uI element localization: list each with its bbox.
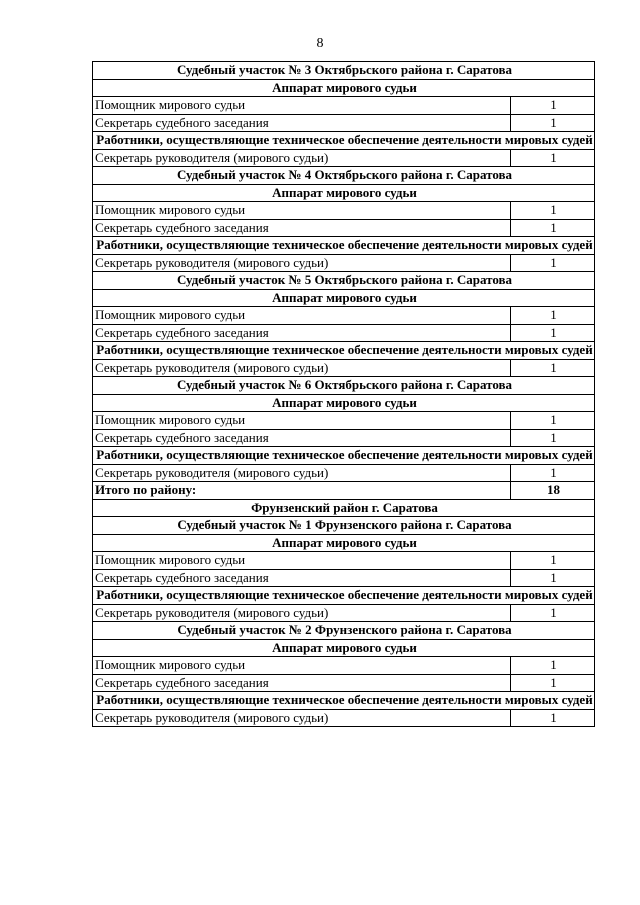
section-header-text: Аппарат мирового судьи xyxy=(93,289,595,307)
position-row xyxy=(93,569,595,587)
position-name: Секретарь руководителя (мирового судьи) xyxy=(93,254,511,272)
section-header-row xyxy=(93,79,595,97)
position-name: Секретарь руководителя (мирового судьи) xyxy=(93,709,511,727)
position-count: 1 xyxy=(511,307,595,325)
position-name: Помощник мирового судьи xyxy=(93,202,511,220)
section-header-text: Судебный участок № 3 Октябрьского района г. Саратова xyxy=(93,62,595,80)
position-row xyxy=(93,307,595,325)
position-count: 1 xyxy=(511,149,595,167)
position-row xyxy=(93,674,595,692)
section-header-row xyxy=(93,639,595,657)
position-name: Секретарь руководителя (мирового судьи) xyxy=(93,149,511,167)
section-header-row xyxy=(93,342,595,360)
section-header-text: Работники, осуществляющие техническое обеспечение деятельности мировых судей xyxy=(93,342,595,360)
position-row xyxy=(93,254,595,272)
section-header-text: Судебный участок № 6 Октябрьского района г. Саратова xyxy=(93,377,595,395)
section-header-text: Аппарат мирового судьи xyxy=(93,79,595,97)
position-name: Секретарь руководителя (мирового судьи) xyxy=(93,604,511,622)
section-header-text: Судебный участок № 2 Фрунзенского района г. Саратова xyxy=(93,622,595,640)
section-header-row xyxy=(93,167,595,185)
position-row xyxy=(93,412,595,430)
section-header-text: Аппарат мирового судьи xyxy=(93,534,595,552)
position-count: 1 xyxy=(511,552,595,570)
section-header-row xyxy=(93,289,595,307)
position-count: 1 xyxy=(511,709,595,727)
position-count: 1 xyxy=(511,219,595,237)
section-header-row xyxy=(93,622,595,640)
position-name: Помощник мирового судьи xyxy=(93,307,511,325)
section-header-text: Аппарат мирового судьи xyxy=(93,394,595,412)
section-header-row xyxy=(93,447,595,465)
position-row xyxy=(93,657,595,675)
position-row xyxy=(93,202,595,220)
section-header-row xyxy=(93,394,595,412)
staffing-table-body xyxy=(93,62,595,727)
position-count: 1 xyxy=(511,202,595,220)
position-row xyxy=(93,429,595,447)
position-count: 1 xyxy=(511,674,595,692)
position-row xyxy=(93,464,595,482)
section-header-text: Аппарат мирового судьи xyxy=(93,184,595,202)
position-row xyxy=(93,97,595,115)
position-count: 1 xyxy=(511,412,595,430)
section-header-text: Работники, осуществляющие техническое обеспечение деятельности мировых судей xyxy=(93,237,595,255)
section-header-text: Фрунзенский район г. Саратова xyxy=(93,499,595,517)
position-name: Секретарь судебного заседания xyxy=(93,324,511,342)
position-count: 1 xyxy=(511,429,595,447)
position-row xyxy=(93,709,595,727)
section-header-text: Работники, осуществляющие техническое обеспечение деятельности мировых судей xyxy=(93,587,595,605)
position-name: Помощник мирового судьи xyxy=(93,412,511,430)
section-header-row xyxy=(93,237,595,255)
section-header-row xyxy=(93,692,595,710)
position-count: 1 xyxy=(511,657,595,675)
section-header-text: Судебный участок № 1 Фрунзенского района г. Саратова xyxy=(93,517,595,535)
position-count: 1 xyxy=(511,254,595,272)
section-header-row xyxy=(93,534,595,552)
position-name: Помощник мирового судьи xyxy=(93,657,511,675)
staffing-table xyxy=(92,61,595,727)
section-header-row xyxy=(93,377,595,395)
position-row xyxy=(93,219,595,237)
page-number: 8 xyxy=(316,36,324,51)
total-label: Итого по району: xyxy=(93,482,511,500)
position-row xyxy=(93,149,595,167)
section-header-row xyxy=(93,272,595,290)
total-count: 18 xyxy=(511,482,595,500)
position-count: 1 xyxy=(511,604,595,622)
position-name: Помощник мирового судьи xyxy=(93,552,511,570)
section-header-row xyxy=(93,587,595,605)
section-header-row xyxy=(93,132,595,150)
position-count: 1 xyxy=(511,464,595,482)
position-row xyxy=(93,324,595,342)
section-header-text: Судебный участок № 4 Октябрьского района г. Саратова xyxy=(93,167,595,185)
total-row xyxy=(93,482,595,500)
position-row xyxy=(93,604,595,622)
section-header-text: Работники, осуществляющие техническое обеспечение деятельности мировых судей xyxy=(93,132,595,150)
position-count: 1 xyxy=(511,114,595,132)
position-name: Секретарь судебного заседания xyxy=(93,569,511,587)
position-row xyxy=(93,114,595,132)
position-name: Секретарь руководителя (мирового судьи) xyxy=(93,464,511,482)
position-name: Секретарь судебного заседания xyxy=(93,114,511,132)
position-name: Секретарь судебного заседания xyxy=(93,674,511,692)
section-header-text: Работники, осуществляющие техническое обеспечение деятельности мировых судей xyxy=(93,692,595,710)
section-header-row xyxy=(93,517,595,535)
section-header-text: Работники, осуществляющие техническое обеспечение деятельности мировых судей xyxy=(93,447,595,465)
position-count: 1 xyxy=(511,569,595,587)
position-name: Секретарь судебного заседания xyxy=(93,429,511,447)
section-header-text: Аппарат мирового судьи xyxy=(93,639,595,657)
section-header-text: Судебный участок № 5 Октябрьского района г. Саратова xyxy=(93,272,595,290)
position-count: 1 xyxy=(511,97,595,115)
section-header-row xyxy=(93,499,595,517)
position-name: Помощник мирового судьи xyxy=(93,97,511,115)
position-row xyxy=(93,359,595,377)
position-count: 1 xyxy=(511,359,595,377)
position-name: Секретарь руководителя (мирового судьи) xyxy=(93,359,511,377)
position-name: Секретарь судебного заседания xyxy=(93,219,511,237)
position-row xyxy=(93,552,595,570)
position-count: 1 xyxy=(511,324,595,342)
section-header-row xyxy=(93,184,595,202)
section-header-row xyxy=(93,62,595,80)
